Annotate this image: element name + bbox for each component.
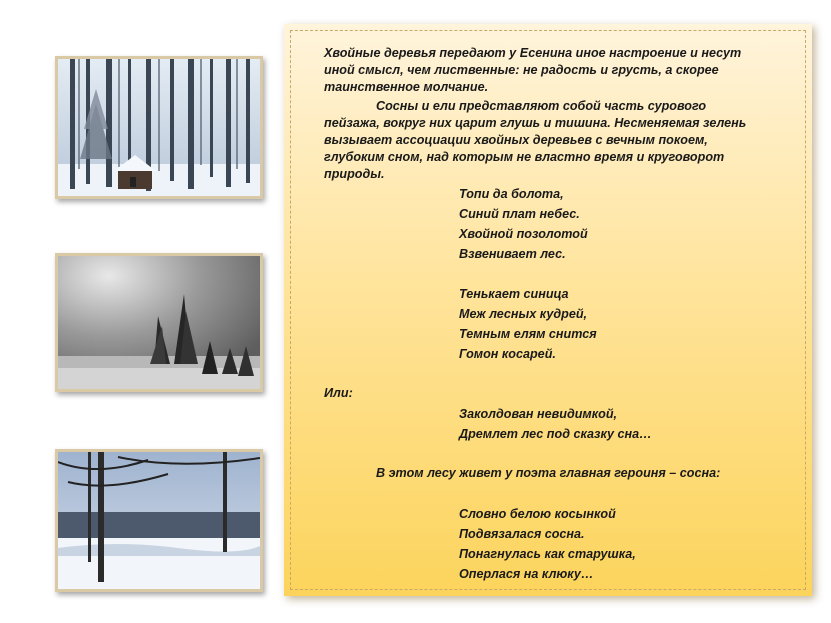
verse-line: Тенькает синица (459, 287, 569, 301)
ili-label: Или: (324, 386, 353, 400)
heroine-line: В этом лесу живет у поэта главная героиня – сосна: (376, 466, 721, 480)
intro-line-2: иной смысл, чем лиственные: не радость и грусть, а скорее (324, 63, 719, 77)
verse-line: Синий плат небес. (459, 207, 580, 221)
paragraph-line-3: вызывает ассоциации хвойных деревьев с вечным покоем, (324, 133, 708, 147)
snowy-pines-lake-photo (55, 449, 263, 592)
verse-line: Темным елям снится (459, 327, 597, 341)
paragraph-line-4: глубоким сном, над которым не властно время и круговорот (324, 150, 725, 164)
intro-line-3: таинственное молчание. (324, 80, 489, 94)
verse-line: Топи да болота, (459, 187, 564, 201)
intro-line-1: Хвойные деревья передают у Есенина иное настроение и несут (324, 46, 742, 60)
paragraph-line-1: Сосны и ели представляют собой часть сурового (376, 99, 707, 113)
verse-stanza-1 (459, 184, 588, 264)
verse-line: Словно белою косынкой (459, 507, 616, 521)
verse-line: Меж лесных кудрей, (459, 307, 588, 321)
verse-line: Подвязалася сосна. (459, 527, 585, 541)
foggy-fir-trees-photo (55, 253, 263, 392)
verse-line: Дремлет лес под сказку сна… (459, 427, 652, 441)
verse-line: Заколдован невидимкой, (459, 407, 618, 421)
verse-line: Оперлася на клюку… (459, 567, 594, 581)
verse-stanza-4 (459, 504, 636, 584)
verse-line: Хвойной позолотой (459, 227, 588, 241)
verse-line: Взвенивает лес. (459, 247, 566, 261)
paragraph-line-2: пейзажа, вокруг них царит глушь и тишина. Несменяемая зелень (324, 116, 747, 130)
verse-stanza-2 (459, 284, 597, 364)
verse-stanza-3 (459, 404, 652, 444)
verse-line: Понагнулась как старушка, (459, 547, 636, 561)
verse-line: Гомон косарей. (459, 347, 556, 361)
winter-forest-hut-photo (55, 56, 263, 199)
paragraph-line-5: природы. (324, 167, 385, 181)
